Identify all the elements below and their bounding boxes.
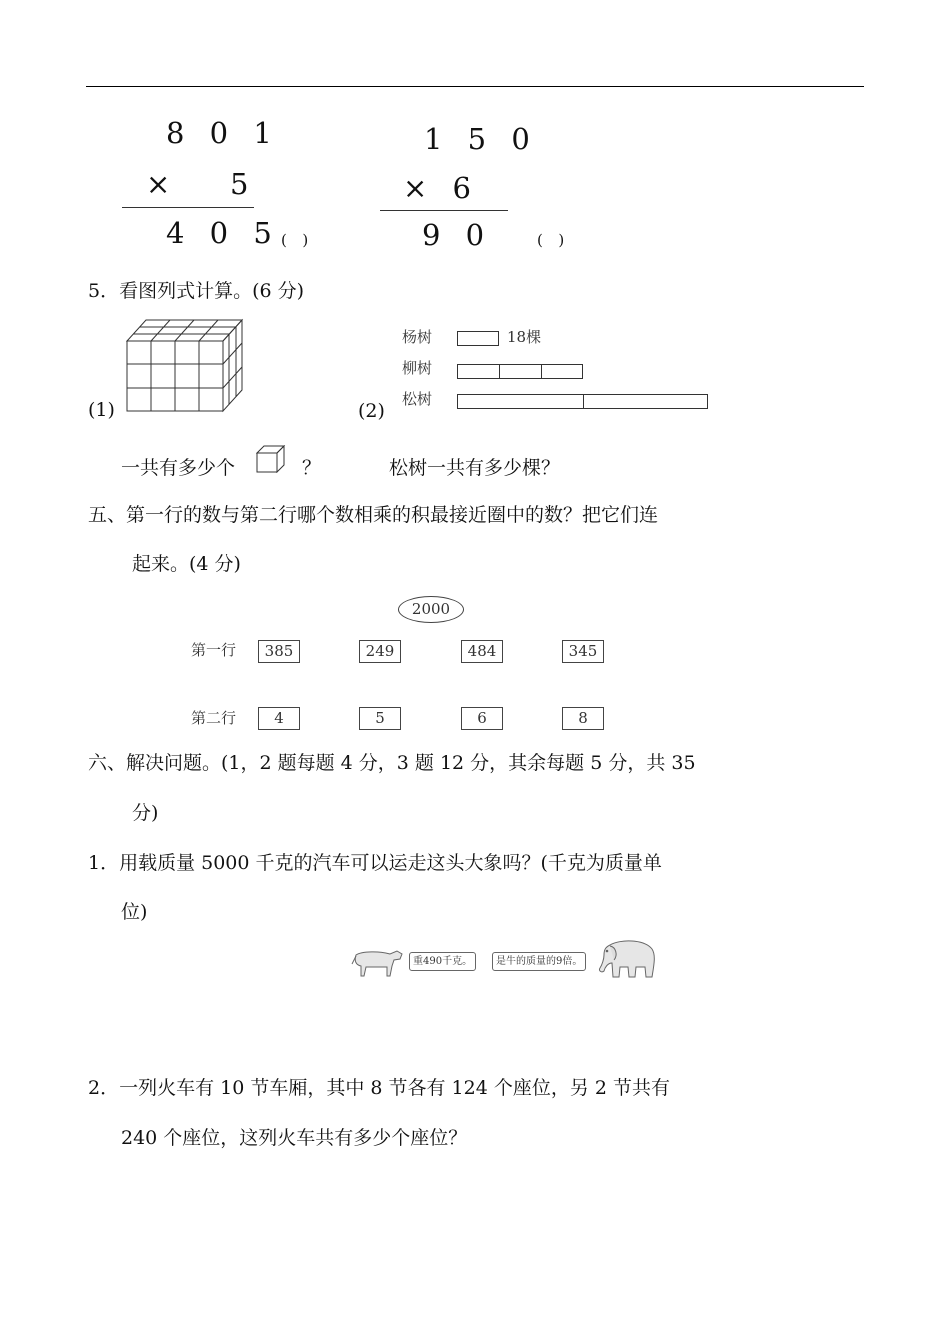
small-cube-icon (256, 445, 286, 473)
row2-label: 第二行 (191, 709, 237, 727)
q5-part1-label: (1) (88, 399, 115, 421)
q5-part1-question-mark: ？ (302, 457, 322, 479)
row2-number-1[interactable]: 4 (258, 707, 300, 730)
calc1-multiplier: × 5 (146, 167, 257, 201)
row1-label: 第一行 (191, 641, 237, 659)
calc1-result: 4 0 5 (166, 216, 280, 250)
section5-title-line2: 起来。(4 分) (132, 553, 241, 575)
poplar-bar (457, 331, 499, 346)
s6-q2-line1: 2．一列火车有 10 节车厢，其中 8 节各有 124 个座位，另 2 节共有 (88, 1077, 671, 1099)
s6-q1-line2: 位) (121, 901, 148, 923)
tree-label-willow: 柳树 (402, 359, 433, 377)
elephant-illustration (590, 937, 658, 979)
cow-illustration (350, 946, 406, 978)
row1-number-4[interactable]: 345 (562, 640, 604, 663)
row1-number-2[interactable]: 249 (359, 640, 401, 663)
section5-title-line1: 五、第一行的数与第二行哪个数相乘的积最接近圈中的数？把它们连 (88, 504, 659, 526)
s6-q2-line2: 240 个座位，这列火车共有多少个座位？ (121, 1127, 468, 1149)
q5-part1-question-text: 一共有多少个 (121, 457, 236, 479)
row2-number-4[interactable]: 8 (562, 707, 604, 730)
calc2-underline (380, 210, 508, 211)
calc2-result: 9 0 (422, 218, 493, 252)
top-rule (86, 86, 864, 87)
q5-part2-question: 松树一共有多少棵？ (389, 457, 561, 479)
tree-label-pine: 松树 (402, 390, 433, 408)
tree-label-poplar: 杨树 (402, 328, 433, 346)
q5-part2-label: (2) (358, 400, 385, 422)
calc1-top: 8 0 1 (166, 116, 280, 150)
poplar-count: 18棵 (507, 328, 542, 346)
row1-number-1[interactable]: 385 (258, 640, 300, 663)
elephant-weight-callout: 是牛的质量的9倍。 (492, 952, 586, 971)
calc1-answer-paren[interactable]: ( ) (281, 231, 311, 249)
s6-q1-line1: 1．用载质量 5000 千克的汽车可以运走这头大象吗？(千克为质量单 (88, 852, 662, 874)
row2-number-3[interactable]: 6 (461, 707, 503, 730)
section6-title-line1: 六、解决问题。(1，2 题每题 4 分，3 题 12 分，其余每题 5 分，共 35 (88, 752, 696, 774)
calc2-top: 1 5 0 (424, 122, 538, 156)
target-circle: 2000 (398, 596, 464, 623)
cube-stack-figure (126, 318, 246, 413)
row2-number-2[interactable]: 5 (359, 707, 401, 730)
pine-bar (457, 394, 708, 409)
calc2-answer-paren[interactable]: ( ) (537, 231, 567, 249)
calc2-multiplier: × 6 (403, 171, 479, 205)
willow-bar (457, 364, 583, 379)
q5-part1-question (121, 459, 235, 478)
q5-title: 5．看图列式计算。(6 分) (88, 280, 305, 302)
cow-weight-callout: 重490千克。 (409, 952, 476, 971)
row1-number-3[interactable]: 484 (461, 640, 503, 663)
section6-title-line2: 分) (132, 802, 159, 824)
calc1-underline (122, 207, 254, 208)
